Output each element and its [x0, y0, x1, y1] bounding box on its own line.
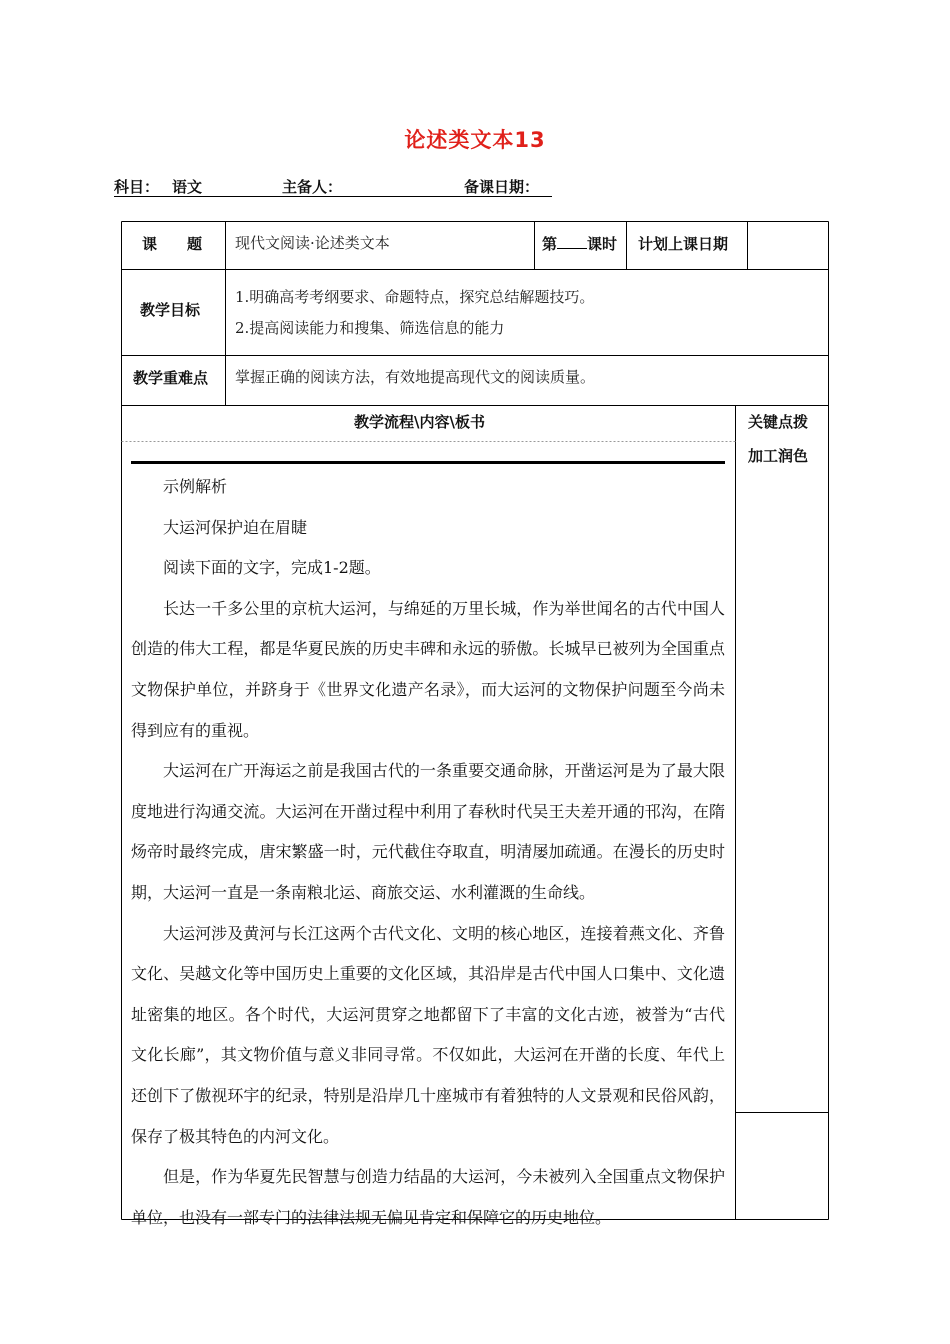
content-body [131, 467, 725, 1238]
topic-label: 课 题 [142, 235, 203, 253]
plan-date-label: 计划上课日期 [638, 235, 729, 253]
lesson-prefix: 第 [542, 235, 558, 253]
paragraph-3: 大运河涉及黄河与长江这两个古代文化、文明的核心地区，连接着燕文化、齐鲁文化、吴越文化等中国历史上重要的文化区域，其沿岸是古代中国人口集中、文化遗址密集的地区。各个时代，大运河贯穿之地都留下了丰富的文化古迹，被誉为“古代文化长廊”，其文物价值与意义非同寻常。不仅如此，大运河在开凿的长度、年代上还创下了傲视环宇的纪录，特别是沿岸几十座城市有着独特的人文景观和民俗风韵，保存了极其特色的内河文化。 [131, 923, 725, 1146]
section-title: 示例解析 [163, 477, 228, 496]
instruction: 阅读下面的文字，完成1-2题。 [163, 558, 381, 578]
key-label: 教学重难点 [133, 369, 209, 387]
article-title: 大运河保护迫在眉睫 [163, 517, 308, 537]
side-header-line1: 关键点拨 [748, 413, 809, 431]
paragraph-4: 但是，作为华夏先民智慧与创造力结晶的大运河，今未被列入全国重点文物保护单位，也没有一部专门的法律法规无偏见肯定和保障它的历史地位。 [131, 1167, 725, 1227]
preparer-label: 主备人： [282, 178, 343, 196]
document-title: 论述类文本13 [404, 128, 546, 152]
paragraph-1: 长达一千多公里的京杭大运河，与绵延的万里长城，作为举世闻名的古代中国人创造的伟大工程，都是华夏民族的历史丰碑和永远的骄傲。长城早已被列为全国重点文物保护单位，并跻身于《世界文化遗产名录》，而大运河的文物保护问题至今尚未得到应有的重视。 [131, 598, 725, 740]
goals-label: 教学目标 [140, 301, 201, 319]
key-value: 掌握正确的阅读方法，有效地提高现代文的阅读质量。 [235, 368, 596, 386]
lesson-suffix: 课时 [587, 235, 618, 253]
subject-value: 语文 [172, 178, 203, 196]
paragraph-2: 大运河在广开海运之前是我国古代的一条重要交通命脉，开凿运河是为了最大限度地进行沟通交流。大运河在开凿过程中利用了春秋时代吴王夫差开通的邗沟，在隋炀帝时最终完成，唐宋繁盛一时，元代截住夺取直，明清屡加疏通。在漫长的历史时期，大运河一直是一条南粮北运、商旅交运、水利灌溉的生命线。 [131, 761, 725, 902]
goal-item-2: 2.提高阅读能力和搜集、筛选信息的能力 [235, 319, 505, 337]
subject-label: 科目： [114, 178, 160, 196]
lesson-number [542, 233, 617, 254]
lesson-blank [557, 234, 587, 249]
date-label: 备课日期： [464, 178, 540, 196]
process-header: 教学流程\内容\板书 [354, 413, 485, 431]
side-header-line2: 加工润色 [748, 447, 809, 465]
topic-value: 现代文阅读·论述类文本 [235, 234, 390, 252]
goal-item-1: 1.明确高考考纲要求、命题特点，探究总结解题技巧。 [235, 288, 595, 306]
